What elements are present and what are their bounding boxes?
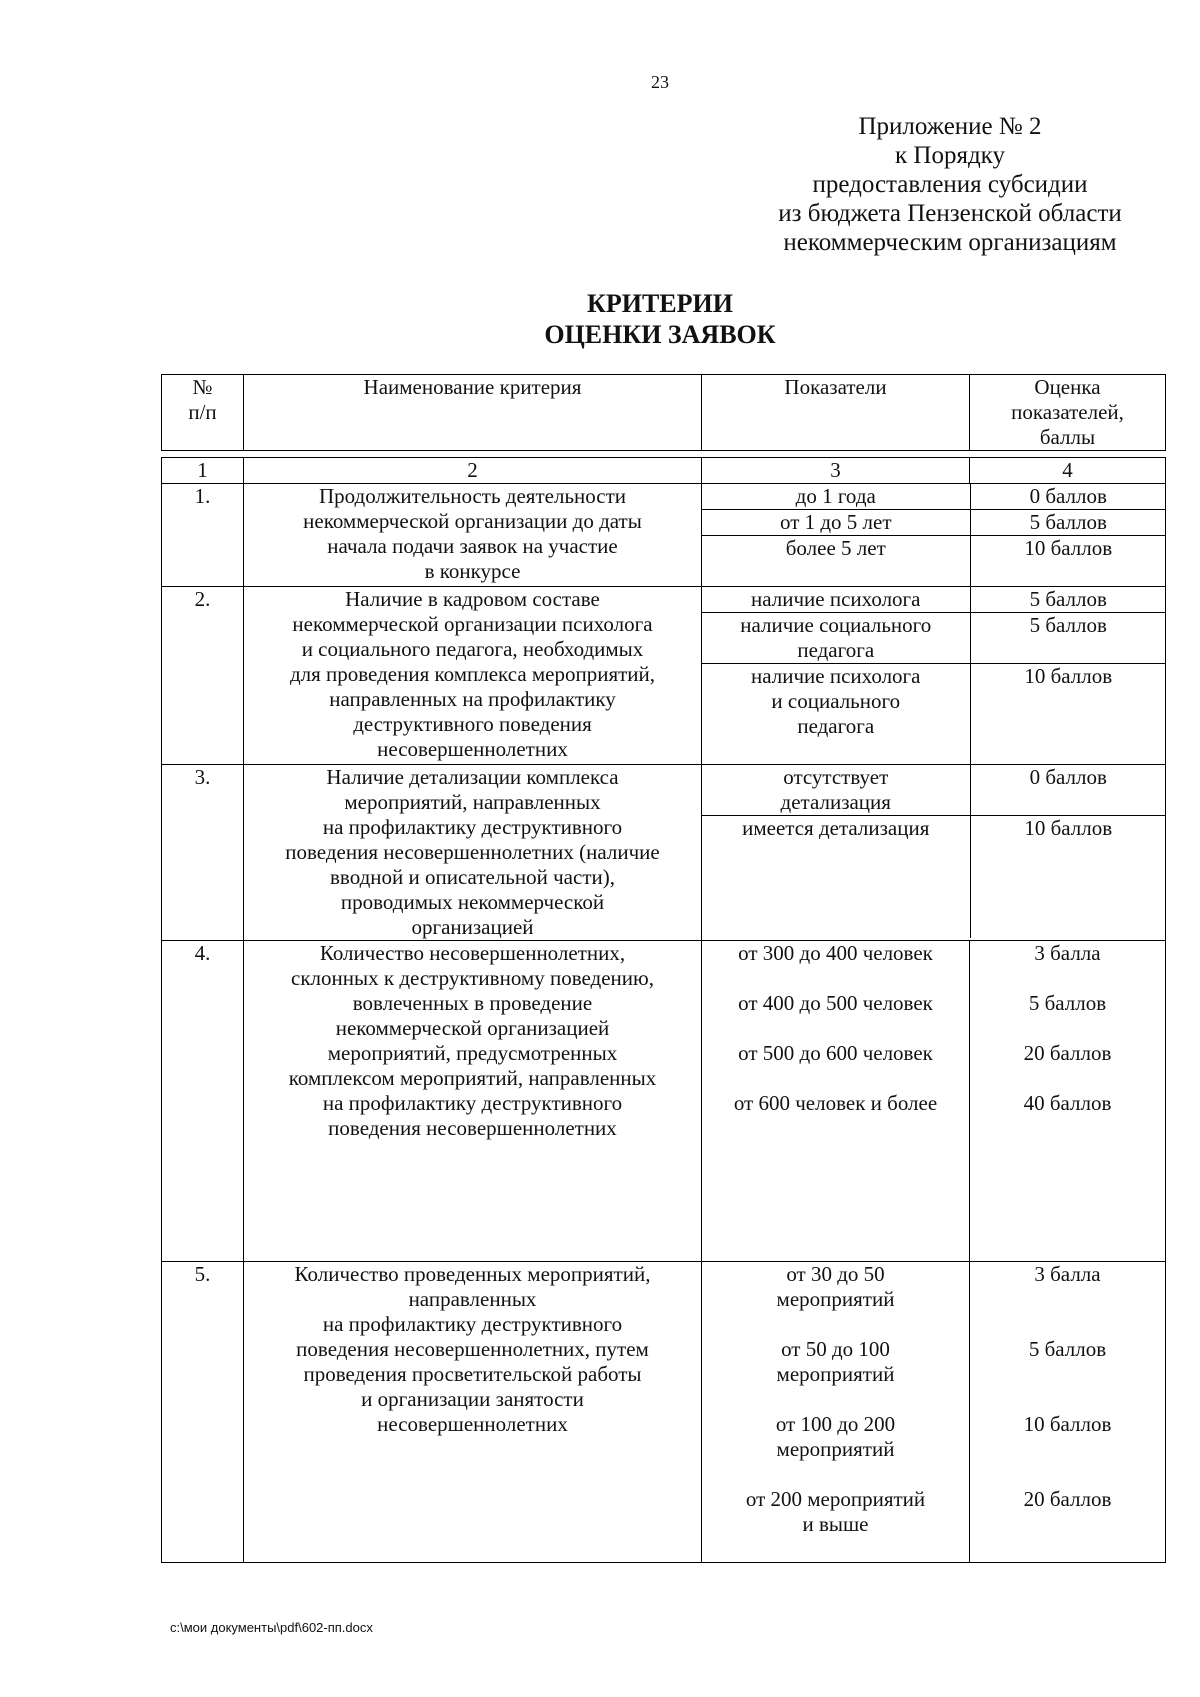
indicator-group (702, 587, 1166, 765)
indicator-group (702, 484, 1166, 587)
indicator: до 1 года (702, 484, 970, 510)
header-indicators: Показатели (702, 375, 970, 451)
indicator: от 1 до 5 лет (702, 510, 970, 536)
indicator: от 50 до 100 мероприятий (776, 1337, 895, 1386)
col-number: 1 (162, 458, 244, 484)
criterion-name: Продолжительность деятельности некоммерческой организации до даты начала подачи заявок на участие в конкурсе (244, 484, 702, 587)
indicator: от 400 до 500 человек (738, 991, 933, 1015)
header-name: Наименование критерия (244, 375, 702, 451)
document-title (0, 288, 1200, 350)
criteria-table (161, 457, 1166, 1563)
annex-line: предоставления субсидии (812, 171, 1088, 198)
score: 5 баллов (1028, 991, 1107, 1015)
score: 3 балла (1034, 1262, 1101, 1286)
score: 10 баллов (1023, 1412, 1112, 1436)
row-number: 1. (162, 484, 244, 587)
table-row (162, 765, 1166, 941)
score: 40 баллов (1023, 1091, 1112, 1115)
indicator: имеется детализация (702, 816, 970, 939)
header-table (161, 374, 1166, 451)
score: 10 баллов (1024, 816, 1113, 840)
file-path-footer: c:\мои документы\pdf\602-пп.docx (170, 1620, 373, 1635)
title-line: КРИТЕРИИ (587, 289, 733, 318)
indicator: от 300 до 400 человек (738, 941, 933, 965)
annex-line: Приложение № 2 (858, 113, 1042, 140)
annex-line: к Порядку (895, 142, 1005, 169)
table-row (162, 484, 1166, 587)
annex-line: из бюджета Пензенской области (778, 200, 1122, 227)
criterion-name: Наличие в кадровом составе некоммерческой организации психолога и социального педагога, необходимых для проведения комплекса мероприятий, направленных на профилактику деструктивного поведения несовершеннолетних (244, 587, 702, 765)
score: 20 баллов (1023, 1487, 1112, 1511)
indicator: от 30 до 50 мероприятий (776, 1262, 895, 1311)
page-number: 23 (651, 72, 669, 92)
header-score: Оценка показателей, баллы (970, 375, 1166, 451)
score: 5 баллов (970, 587, 1166, 613)
indicator-group (702, 765, 1166, 941)
indicator: отсутствует детализация (702, 765, 970, 816)
criterion-name: Наличие детализации комплекса мероприятий, направленных на профилактику деструктивного поведения несовершеннолетних (наличие вводной и описательной части), проводимых некоммерческой организацией (244, 765, 702, 941)
row-number: 2. (162, 587, 244, 765)
score: 10 баллов (1024, 664, 1113, 688)
row-number: 3. (162, 765, 244, 941)
indicator: наличие психолога (702, 587, 970, 613)
criterion-name: Количество несовершеннолетних, склонных к деструктивному поведению, вовлеченных в проведение некоммерческой организацией мероприятий, предусмотренных комплексом мероприятий, направленных на профилактику деструктивного поведения несовершеннолетних (244, 941, 702, 1262)
score-list (970, 941, 1166, 1262)
criterion-name: Количество проведенных мероприятий, направленных на профилактику деструктивного поведения несовершеннолетних, путем проведения просветительской работы и организации занятости несовершеннолетних (244, 1262, 702, 1563)
col-number: 2 (244, 458, 702, 484)
annex-block (730, 112, 1170, 257)
score: 5 баллов (1028, 1337, 1107, 1361)
table-row (162, 1262, 1166, 1563)
indicator: от 100 до 200 мероприятий (775, 1412, 896, 1461)
row-number: 4. (162, 941, 244, 1262)
score: 0 баллов (970, 484, 1166, 510)
indicator: наличие психолога и социального педагога (702, 664, 970, 765)
score-list (970, 1262, 1166, 1563)
score: 5 баллов (970, 510, 1166, 536)
indicator: от 500 до 600 человек (738, 1041, 933, 1065)
score: 0 баллов (970, 765, 1166, 816)
indicator: наличие социального педагога (702, 613, 970, 664)
annex-line: некоммерческим организациям (783, 229, 1117, 256)
indicator-list (702, 1262, 970, 1563)
indicator: от 200 мероприятий и выше (745, 1487, 926, 1536)
title-line: ОЦЕНКИ ЗАЯВОК (544, 320, 776, 349)
table-row (162, 587, 1166, 765)
indicator: более 5 лет (702, 536, 970, 587)
score: 20 баллов (1023, 1041, 1112, 1065)
score: 5 баллов (970, 613, 1166, 664)
header-num: № п/п (162, 375, 244, 451)
column-numbers-row (162, 458, 1166, 484)
col-number: 3 (702, 458, 970, 484)
table-row (162, 941, 1166, 1262)
score: 3 балла (1034, 941, 1101, 965)
indicator: от 600 человек и более (733, 1091, 938, 1115)
row-number: 5. (162, 1262, 244, 1563)
indicator-list (702, 941, 970, 1262)
score: 10 баллов (1024, 536, 1113, 560)
col-number: 4 (970, 458, 1166, 484)
